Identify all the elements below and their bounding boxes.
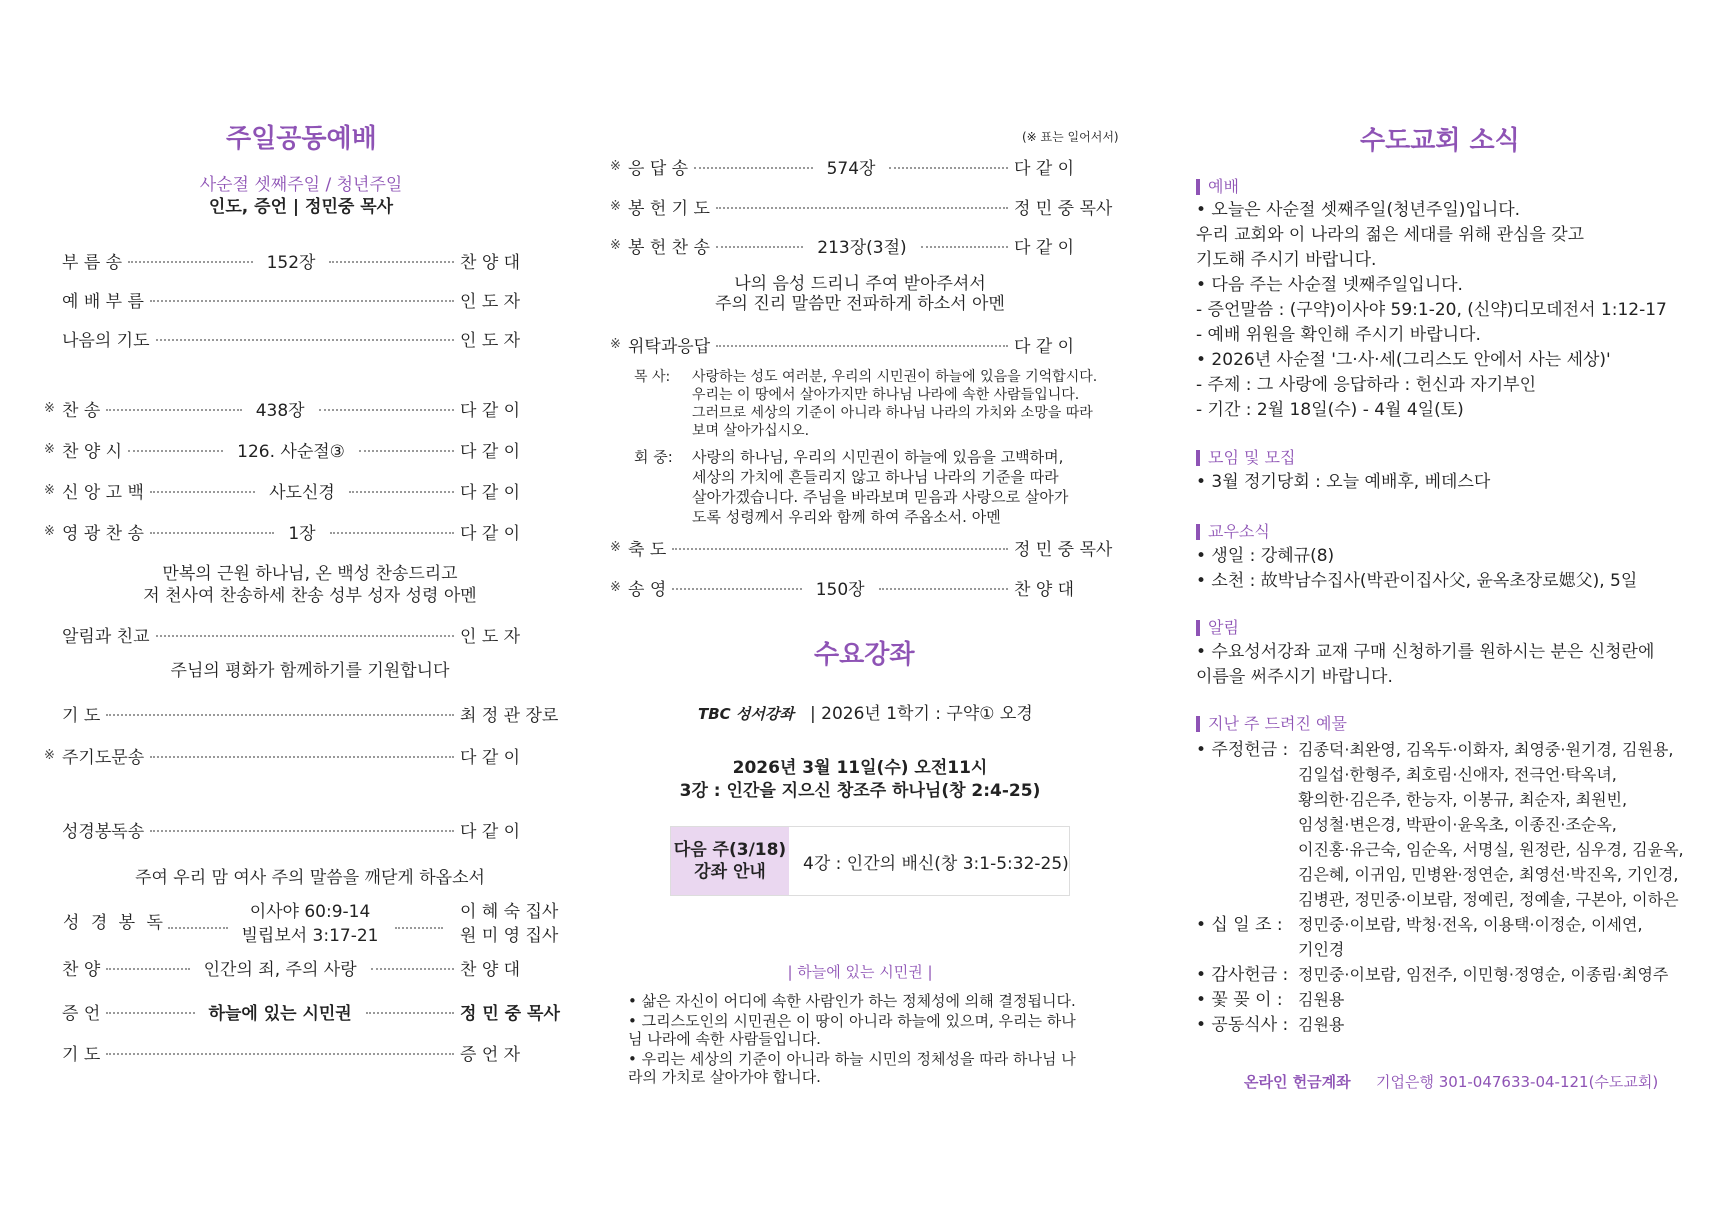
account-value: 기업은행 301-047633-04-121(수도교회): [1376, 1073, 1659, 1091]
order-label: 응 답 송: [628, 158, 689, 179]
order-row: [44, 955, 556, 979]
order-value: 574장: [826, 158, 876, 179]
lecture-date: 2026년 3월 11일(수) 오전11시: [732, 758, 988, 778]
congregation-label: 회 중:: [634, 448, 673, 466]
leader-dots: [150, 532, 274, 534]
order-leader: 다 같 이: [460, 400, 521, 421]
offering-label: • 주정헌금 :: [1196, 740, 1289, 760]
scripture-text-1: 이사야 60:9-14: [249, 902, 371, 922]
leader-dots: [889, 167, 1008, 169]
leader-dots: [106, 1012, 194, 1014]
sermon-title: | 하늘에 있는 시민권 |: [787, 963, 933, 981]
leader-dots: [128, 450, 223, 452]
offering-names: 김일섭·한형주, 최호림·신애자, 전극언·탁옥녀,: [1298, 765, 1617, 784]
order-row: [44, 743, 556, 767]
doxology-line-1: 만복의 근원 하나님, 온 백성 찬송드리고: [162, 564, 458, 584]
order-row: [610, 575, 1118, 599]
notice-line-2: 이름을 써주시기 바랍니다.: [1196, 667, 1393, 687]
congregation-line-4: 도록 성령께서 우리와 함께 하여 주옵소서. 아멘: [692, 508, 1001, 526]
order-row: [44, 1040, 556, 1064]
order-label: 찬 송: [62, 400, 101, 421]
meeting-line: • 3월 정기당회 : 오늘 예배후, 베데스다: [1196, 472, 1491, 492]
worship-line: • 다음 주는 사순절 넷째주일입니다.: [1196, 275, 1463, 295]
standing-mark: ※: [44, 482, 55, 498]
pastor-line-1: 사랑하는 성도 여러분, 우리의 시민권이 하늘에 있음을 기억합시다.: [692, 369, 1098, 385]
order-leader: 찬 양 대: [460, 252, 521, 273]
order-leader: 다 같 이: [460, 482, 521, 503]
leader-dots: [716, 345, 1008, 347]
order-value: 126. 사순절③: [237, 441, 345, 462]
congregation-line-1: 사랑의 하나님, 우리의 시민권이 하늘에 있음을 고백하며,: [692, 448, 1064, 466]
order-row: [610, 194, 1118, 218]
order-value: 하늘에 있는 시민권: [208, 1003, 352, 1024]
leader-dots: [330, 532, 454, 534]
leader-dots: [921, 246, 1008, 248]
section-meeting: 모임 및 모집: [1196, 450, 1295, 466]
standing-mark: ※: [610, 158, 621, 174]
order-row: [44, 701, 559, 726]
offering-names: 김종덕·최완영, 김옥두·이화자, 최영중·원기경, 김원용,: [1298, 740, 1674, 759]
order-label: 기 도: [62, 705, 101, 726]
order-row: [44, 817, 556, 841]
order-label: 알림과 친교: [62, 626, 150, 647]
offering-prayer-1: 나의 음성 드리니 주여 받아주셔서: [734, 274, 986, 294]
order-leader: 인 도 자: [460, 291, 521, 312]
account-label: 온라인 헌금계좌: [1244, 1073, 1351, 1091]
order-label: 기 도: [62, 1044, 101, 1065]
lecture-title: 수요강좌: [814, 640, 915, 670]
leader-dots: [879, 588, 1008, 590]
offering-names: 김은혜, 이귀임, 민병완·정연순, 최영선·박진옥, 기인경,: [1298, 865, 1679, 884]
offering-names: 황의한·김은주, 한능자, 이봉규, 최순자, 최원빈,: [1298, 790, 1628, 809]
peace-text: 주님의 평화가 함께하기를 기원합니다: [170, 661, 450, 681]
standing-mark: ※: [610, 579, 621, 595]
worship-line: 기도해 주시기 바랍니다.: [1196, 250, 1377, 270]
leader-dots: [106, 1053, 454, 1055]
order-leader: 정 민 중 목사: [460, 1003, 560, 1024]
worship-line: - 증언말씀 : (구약)이사야 59:1-20, (신약)디모데전서 1:12-17: [1196, 300, 1667, 320]
sermon-point-3-line-1: • 우리는 세상의 기준이 아니라 하늘 시민의 정체성을 따라 하나님 나: [628, 1050, 1076, 1068]
offering-names: 임성철·변은경, 박판이·윤옥초, 이종진·조순옥,: [1298, 815, 1617, 834]
leader-dots: [716, 246, 803, 248]
leader-dots: [329, 261, 454, 263]
next-lecture-header: [671, 827, 789, 895]
order-leader: 다 같 이: [460, 523, 521, 544]
order-value: 1장: [288, 523, 316, 544]
order-leader: 찬 양 대: [460, 959, 521, 980]
standing-note: (※ 표는 일어서서): [1022, 130, 1119, 144]
offering-names: 김원용: [1298, 1015, 1345, 1034]
standing-mark: ※: [610, 237, 621, 253]
order-label: 나음의 기도: [62, 330, 150, 351]
order-leader: 찬 양 대: [1014, 579, 1075, 600]
order-value: 사도신경: [269, 482, 335, 503]
order-leader: 인 도 자: [460, 626, 521, 647]
worship-line: - 주제 : 그 사랑에 응답하라 : 헌신과 자기부인: [1196, 375, 1536, 395]
section-offering: 지난 주 드려진 예물: [1196, 716, 1347, 732]
order-value: 150장: [815, 579, 865, 600]
order-row: [610, 535, 1118, 559]
leader-dots: [106, 968, 189, 970]
order-leader: 다 같 이: [460, 747, 521, 768]
order-leader: 최 정 관 장로: [460, 705, 559, 726]
order-label: 봉 헌 찬 송: [628, 237, 710, 258]
order-label: 증 언: [62, 1003, 101, 1024]
pastor-label: 목 사:: [634, 369, 671, 385]
leader-dots: [672, 548, 1008, 550]
doxology-line-2: 저 천사여 찬송하세 찬송 성부 성자 성령 아멘: [143, 586, 477, 606]
order-value: 438장: [255, 400, 305, 421]
news-title: 수도교회 소식: [1360, 126, 1520, 156]
sermon-point-1-line-1: • 삶은 자신이 어디에 속한 사람인가 하는 정체성에 의해 결정됩니다.: [628, 992, 1076, 1010]
scripture-reading-label: 성 경 봉 독: [63, 913, 166, 933]
standing-mark: ※: [610, 539, 621, 555]
lecture-term: | 2026년 1학기 : 구약① 오경: [810, 704, 1033, 724]
order-row: [44, 287, 556, 311]
sermon-point-2-line-2: 님 나라에 속한 사람들입니다.: [628, 1030, 821, 1048]
order-row: [44, 519, 556, 543]
order-row: [610, 233, 1118, 257]
leader-dots: [371, 968, 454, 970]
offering-names: 정민중·이보람, 박청·전옥, 이용택·이정순, 이세연,: [1298, 915, 1643, 934]
section-worship: 예배: [1196, 179, 1239, 195]
order-label: 예 배 부 름: [62, 291, 144, 312]
leader-dots: [150, 756, 454, 758]
order-label: 신 앙 고 백: [62, 482, 144, 503]
members-line-1: • 생일 : 강혜규(8): [1196, 546, 1335, 566]
worship-line: - 예배 위원을 확인해 주시기 바랍니다.: [1196, 325, 1481, 345]
offering-prayer-2: 주의 진리 말씀만 전파하게 하소서 아멘: [715, 294, 1005, 314]
order-row: [610, 332, 1118, 356]
standing-mark: ※: [44, 400, 55, 416]
order-row: [610, 154, 1118, 178]
order-leader: 다 같 이: [460, 441, 521, 462]
standing-mark: ※: [610, 198, 621, 214]
order-label: 위탁과응답: [628, 336, 711, 357]
order-value: 152장: [266, 252, 316, 273]
offering-label: • 감사헌금 :: [1196, 965, 1289, 985]
worship-line: 우리 교회와 이 나라의 젊은 세대를 위해 관심을 갖고: [1196, 225, 1585, 245]
offering-names: 김원용: [1298, 990, 1345, 1009]
leader-dots: [672, 588, 801, 590]
order-row: [44, 396, 556, 420]
standing-mark: ※: [44, 747, 55, 763]
order-row: [44, 999, 560, 1024]
next-lecture-header-1: 다음 주(3/18): [673, 840, 787, 860]
order-label: 주기도문송: [62, 747, 145, 768]
offering-label: • 십 일 조 :: [1196, 915, 1283, 935]
order-leader: 다 같 이: [1014, 336, 1075, 357]
order-value: 인간의 죄, 주의 사랑: [203, 959, 357, 980]
section-members: 교우소식: [1196, 524, 1270, 540]
worship-line: - 기간 : 2월 18일(수) - 4월 4일(토): [1196, 400, 1464, 420]
leader-dots: [128, 261, 253, 263]
order-label: 봉 헌 기 도: [628, 198, 710, 219]
order-row: [44, 622, 556, 646]
leader-dots: [150, 300, 454, 302]
order-leader: 다 같 이: [460, 821, 521, 842]
order-value: 213장(3절): [817, 237, 907, 258]
order-leader: 인 도 자: [460, 330, 521, 351]
standing-mark: ※: [44, 523, 55, 539]
order-label: 축 도: [628, 539, 667, 560]
worship-line: • 2026년 사순절 '그·사·세(그리스도 안에서 사는 세상)': [1196, 350, 1611, 370]
lecture-brand: TBC 성서강좌: [698, 705, 794, 723]
members-line-2: • 소천 : 故박남수집사(박관이집사父, 윤옥초장로媤父), 5일: [1196, 571, 1638, 591]
order-label: 성경봉독송: [62, 821, 145, 842]
dots-right: [395, 927, 443, 929]
offering-names: 정민중·이보람, 임전주, 이민형·정영순, 이종림·최영주: [1298, 965, 1669, 984]
standing-mark: ※: [44, 441, 55, 457]
leader-dots: [150, 491, 255, 493]
leader-dots: [359, 450, 454, 452]
pastor-line-3: 그러므로 세상의 기준이 아니라 하나님 나라의 가치와 소망을 따라: [692, 405, 1093, 421]
worship-line: • 오늘은 사순절 셋째주일(청년주일)입니다.: [1196, 200, 1521, 220]
leader-dots: [156, 635, 454, 637]
sermon-point-3-line-2: 라의 가치로 살아가야 합니다.: [628, 1068, 821, 1086]
congregation-line-2: 세상의 가치에 흔들리지 않고 하나님 나라의 기준을 따라: [692, 468, 1059, 486]
order-leader: 정 민 중 목사: [1014, 539, 1113, 560]
order-label: 송 영: [628, 579, 667, 600]
leader-dots: [319, 409, 454, 411]
order-label: 부 름 송: [62, 252, 123, 273]
next-lecture-box: [670, 826, 1070, 896]
leader-dots: [366, 1012, 454, 1014]
leader-dots: [106, 714, 454, 716]
prayer-word-text: 주여 우리 맘 여사 주의 말씀을 깨닫게 하옵소서: [135, 868, 485, 888]
order-row: [44, 478, 556, 502]
order-label: 찬 양: [62, 959, 101, 980]
leader-dots: [349, 491, 454, 493]
pastor-line-4: 보며 살아가십시오.: [692, 423, 810, 439]
leader-dots: [716, 207, 1008, 209]
worship-title: 주일공동예배: [226, 124, 377, 154]
offering-label: • 공동식사 :: [1196, 1015, 1289, 1035]
offering-names: 이진홍·유근숙, 임순옥, 서명실, 원정란, 심우경, 김윤옥,: [1298, 840, 1684, 859]
leader-dots: [156, 339, 454, 341]
order-leader: 정 민 중 목사: [1014, 198, 1113, 219]
next-lecture-header-2: 강좌 안내: [694, 862, 766, 882]
order-leader: 다 같 이: [1014, 158, 1075, 179]
leader-dots: [694, 167, 813, 169]
worship-leader: 인도, 증언 | 정민중 목사: [208, 197, 394, 217]
congregation-line-3: 살아가겠습니다. 주님을 바라보며 믿음과 사랑으로 살아가: [692, 488, 1069, 506]
pastor-line-2: 우리는 이 땅에서 살아가지만 하나님 나라에 속한 사람들입니다.: [692, 387, 1080, 403]
dots-left: [168, 927, 228, 929]
leader-dots: [150, 830, 454, 832]
offering-label: • 꽃 꽂 이 :: [1196, 990, 1283, 1010]
worship-subtitle: 사순절 셋째주일 / 청년주일: [199, 175, 403, 195]
order-label: 찬 양 시: [62, 441, 123, 462]
sermon-point-2-line-1: • 그리스도인의 시민권은 이 땅이 아니라 하늘에 있으며, 우리는 하나: [628, 1012, 1076, 1030]
standing-mark: ※: [610, 336, 621, 352]
order-row: [44, 326, 556, 350]
notice-line-1: • 수요성서강좌 교재 구매 신청하기를 원하시는 분은 신청란에: [1196, 642, 1655, 662]
order-row: [44, 437, 556, 461]
order-label: 영 광 찬 송: [62, 523, 144, 544]
lecture-topic: 3강 : 인간을 지으신 창조주 하나님(창 2:4-25): [679, 781, 1041, 801]
reader-2: 원 미 영 집사: [460, 926, 559, 946]
section-notice: 알림: [1196, 620, 1239, 636]
offering-names: 기인경: [1298, 940, 1345, 959]
scripture-text-2: 빌립보서 3:17-21: [241, 926, 379, 946]
reader-1: 이 혜 숙 집사: [460, 902, 559, 922]
order-leader: 증 언 자: [460, 1044, 521, 1065]
leader-dots: [106, 409, 241, 411]
next-lecture-body: 4강 : 인간의 배신(창 3:1-5:32-25): [803, 853, 1069, 874]
order-row: [44, 248, 556, 272]
order-leader: 다 같 이: [1014, 237, 1075, 258]
offering-names: 김병관, 정민중·이보람, 정예린, 정예솔, 구본아, 이하은: [1298, 890, 1679, 909]
